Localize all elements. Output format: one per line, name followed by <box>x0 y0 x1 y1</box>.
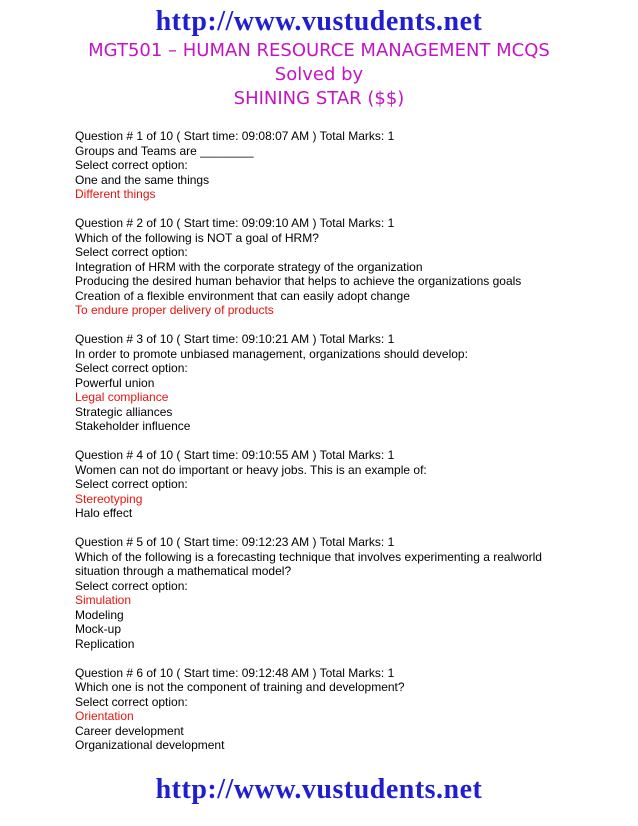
question-block-6 <box>75 666 615 753</box>
question-text: Which of the following is NOT a goal of HRM? <box>75 230 319 245</box>
select-prompt: Select correct option: <box>75 694 188 709</box>
option: Creation of a flexible environment that can easily adopt change <box>75 288 410 303</box>
option: Mock-up <box>75 622 122 636</box>
question-block-3 <box>75 332 615 434</box>
select-prompt: Select correct option: <box>75 477 188 491</box>
question-text: In order to promote unbiased management, organizations should develop: <box>75 346 468 361</box>
correct-option: To endure proper delivery of products <box>75 303 274 317</box>
question-header: Question # 4 of 10 ( Start time: 09:10:55 AM ) Total Marks: 1 <box>75 448 395 462</box>
question-block-5 <box>75 535 615 651</box>
title-line-course: MGT501 – HUMAN RESOURCE MANAGEMENT MCQS <box>88 40 550 61</box>
title-line-solved-by: Solved by <box>274 64 364 85</box>
option: Halo effect <box>75 506 133 520</box>
footer-banner-link[interactable]: http://www.vustudents.net <box>155 774 483 805</box>
option: Organizational development <box>75 738 225 752</box>
select-prompt: Select correct option: <box>75 158 188 172</box>
question-header: Question # 1 of 10 ( Start time: 09:08:07 AM ) Total Marks: 1 <box>75 129 395 143</box>
correct-option: Different things <box>75 187 156 201</box>
question-header: Question # 5 of 10 ( Start time: 09:12:23 AM ) Total Marks: 1 <box>75 535 395 549</box>
question-block-2 <box>75 216 615 318</box>
option: Strategic alliances <box>75 404 173 419</box>
document-title <box>0 39 638 111</box>
option: Stakeholder influence <box>75 419 191 433</box>
correct-option: Simulation <box>75 593 132 607</box>
question-text: Which one is not the component of training and development? <box>75 680 405 694</box>
question-block-1 <box>75 129 615 202</box>
header-banner-link[interactable]: http://www.vustudents.net <box>155 6 483 37</box>
question-text: Groups and Teams are ________ <box>75 143 254 158</box>
question-header: Question # 2 of 10 ( Start time: 09:09:10 AM ) Total Marks: 1 <box>75 216 395 230</box>
question-text: Women can not do important or heavy jobs. This is an example of: <box>75 462 427 477</box>
question-header: Question # 6 of 10 ( Start time: 09:12:48 AM ) Total Marks: 1 <box>75 665 395 680</box>
question-text: Which of the following is a forecasting technique that involves experimenting a realworld situation through a mathematical model? <box>75 549 542 578</box>
question-block-4 <box>75 448 615 521</box>
select-prompt: Select correct option: <box>75 361 188 375</box>
select-prompt: Select correct option: <box>75 578 188 593</box>
option: Modeling <box>75 607 124 622</box>
option: Replication <box>75 636 135 651</box>
select-prompt: Select correct option: <box>75 245 188 259</box>
option: Integration of HRM with the corporate strategy of the organization <box>75 259 423 274</box>
questions-list <box>75 129 615 767</box>
option: Producing the desired human behavior that helps to achieve the organizations goals <box>75 274 522 288</box>
title-line-author: SHINING STAR ($$) <box>233 88 405 109</box>
question-header: Question # 3 of 10 ( Start time: 09:10:21 AM ) Total Marks: 1 <box>75 332 395 346</box>
correct-option: Orientation <box>75 709 134 723</box>
option: Powerful union <box>75 375 155 390</box>
correct-option: Legal compliance <box>75 390 169 404</box>
correct-option: Stereotyping <box>75 491 143 506</box>
option: Career development <box>75 723 184 738</box>
option: One and the same things <box>75 172 210 187</box>
